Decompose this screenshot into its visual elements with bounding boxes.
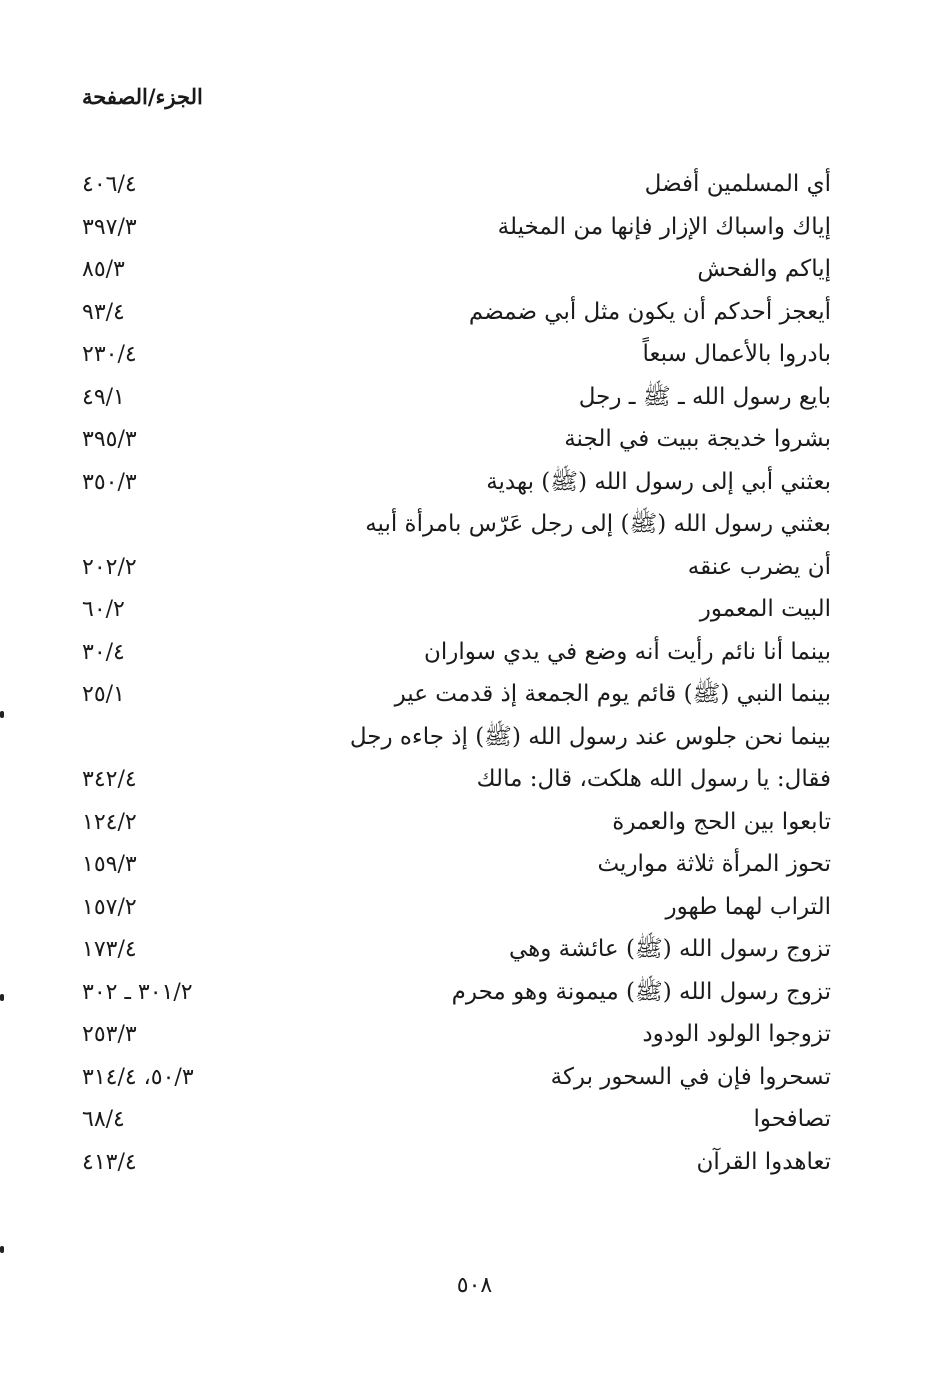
hadith-index-list bbox=[0, 163, 949, 1183]
entry-text: أي المسلمين أفضل bbox=[644, 171, 831, 197]
entry-text: بينما نحن جلوس عند رسول الله (ﷺ) إذ جاءه رجل bbox=[349, 723, 831, 750]
index-entry bbox=[0, 1141, 949, 1184]
entry-text: تزوج رسول الله (ﷺ) عائشة وهي bbox=[508, 936, 831, 962]
index-entry bbox=[0, 843, 949, 886]
index-entry bbox=[0, 163, 949, 206]
entry-text: تصافحوا bbox=[753, 1106, 831, 1132]
entry-text: أيعجز أحدكم أن يكون مثل أبي ضمضم bbox=[468, 298, 831, 325]
index-entry bbox=[0, 376, 949, 419]
entry-reference: ٣٠/٤ bbox=[82, 639, 125, 665]
entry-text: تزوجوا الولود الودود bbox=[642, 1021, 831, 1047]
entry-reference: ٣٩٧/٣ bbox=[82, 214, 137, 240]
entry-reference: ٤١٣/٤ bbox=[82, 1149, 137, 1175]
entry-text: فقال: يا رسول الله هلكت، قال: مالك bbox=[476, 766, 831, 792]
entry-text: تزوج رسول الله (ﷺ) ميمونة وهو محرم bbox=[451, 978, 831, 1005]
entry-reference: ١٧٣/٤ bbox=[82, 937, 137, 962]
index-entry bbox=[0, 248, 949, 291]
entry-text: إياكم والفحش bbox=[697, 256, 831, 282]
index-entry bbox=[0, 673, 949, 716]
index-entry bbox=[0, 886, 949, 929]
entry-reference: ٢٣٠/٤ bbox=[82, 342, 137, 367]
entry-reference: ٨٥/٣ bbox=[82, 257, 125, 282]
index-entry bbox=[0, 1098, 949, 1141]
entry-text: تسحروا فإن في السحور بركة bbox=[550, 1063, 831, 1090]
entry-reference: ٦٠/٢ bbox=[82, 597, 125, 622]
entry-reference: ٣٥٠/٣ bbox=[82, 469, 137, 495]
scan-margin-mark bbox=[0, 1246, 4, 1253]
entry-text: تحوز المرأة ثلاثة مواريث bbox=[597, 851, 831, 877]
entry-text: تابعوا بين الحج والعمرة bbox=[612, 808, 831, 835]
entry-text: البيت المعمور bbox=[699, 596, 831, 622]
entry-text: بعثني أبي إلى رسول الله (ﷺ) بهدية bbox=[486, 468, 831, 495]
entry-reference: ١٢٤/٢ bbox=[82, 809, 137, 835]
entry-reference: ٢٥/١ bbox=[82, 682, 125, 707]
entry-text: أن يضرب عنقه bbox=[687, 553, 831, 580]
index-entry bbox=[0, 461, 949, 504]
index-entry bbox=[0, 1013, 949, 1056]
entry-text: بينما أنا نائم رأيت أنه وضع في يدي سواران bbox=[423, 638, 831, 665]
index-entry bbox=[0, 418, 949, 461]
entry-text: بايع رسول الله ـ ﷺ ـ رجل bbox=[578, 383, 831, 410]
index-entry bbox=[0, 291, 949, 334]
index-entry bbox=[0, 546, 949, 589]
entry-reference: ٤٩/١ bbox=[82, 384, 125, 410]
entry-reference: ٥٠/٣، ٣١٤/٤ bbox=[82, 1064, 194, 1090]
entry-text: تعاهدوا القرآن bbox=[696, 1148, 831, 1175]
index-entry bbox=[0, 801, 949, 844]
entry-reference: ٣٠١/٢ ـ ٣٠٢ bbox=[82, 979, 193, 1005]
index-entry bbox=[0, 758, 949, 801]
entry-reference: ٣٩٥/٣ bbox=[82, 427, 137, 452]
entry-reference: ١٥٩/٣ bbox=[82, 852, 137, 877]
scan-margin-mark bbox=[0, 711, 4, 718]
index-entry bbox=[0, 206, 949, 249]
index-entry bbox=[0, 716, 949, 759]
entry-reference: ٦٨/٤ bbox=[82, 1107, 125, 1132]
index-entry bbox=[0, 631, 949, 674]
index-entry bbox=[0, 928, 949, 971]
scan-margin-mark bbox=[0, 994, 4, 1001]
entry-reference: ٩٣/٤ bbox=[82, 299, 125, 325]
index-entry bbox=[0, 1056, 949, 1099]
entry-reference: ٣٤٢/٤ bbox=[82, 767, 137, 792]
entry-text: إياك واسباك الإزار فإنها من المخيلة bbox=[497, 213, 831, 240]
index-entry bbox=[0, 588, 949, 631]
entry-reference: ١٥٧/٢ bbox=[82, 894, 137, 920]
index-entry bbox=[0, 333, 949, 376]
entry-text: بينما النبي (ﷺ) قائم يوم الجمعة إذ قدمت عير bbox=[394, 681, 831, 707]
index-entry bbox=[0, 971, 949, 1014]
entry-reference: ٤٠٦/٤ bbox=[82, 172, 137, 197]
page-number: ٥٠٨ bbox=[456, 1273, 493, 1298]
entry-reference: ٢٠٢/٢ bbox=[82, 554, 137, 580]
entry-text: بشروا خديجة ببيت في الجنة bbox=[564, 426, 831, 452]
entry-text: بادروا بالأعمال سبعاً bbox=[642, 341, 831, 367]
entry-reference: ٢٥٣/٣ bbox=[82, 1022, 137, 1047]
entry-text: التراب لهما طهور bbox=[665, 893, 831, 920]
entry-text: بعثني رسول الله (ﷺ) إلى رجل عَرّس بامرأة أبيه bbox=[365, 511, 831, 537]
index-entry bbox=[0, 503, 949, 546]
volume-page-column-header: الجزء/الصفحة bbox=[82, 84, 203, 109]
